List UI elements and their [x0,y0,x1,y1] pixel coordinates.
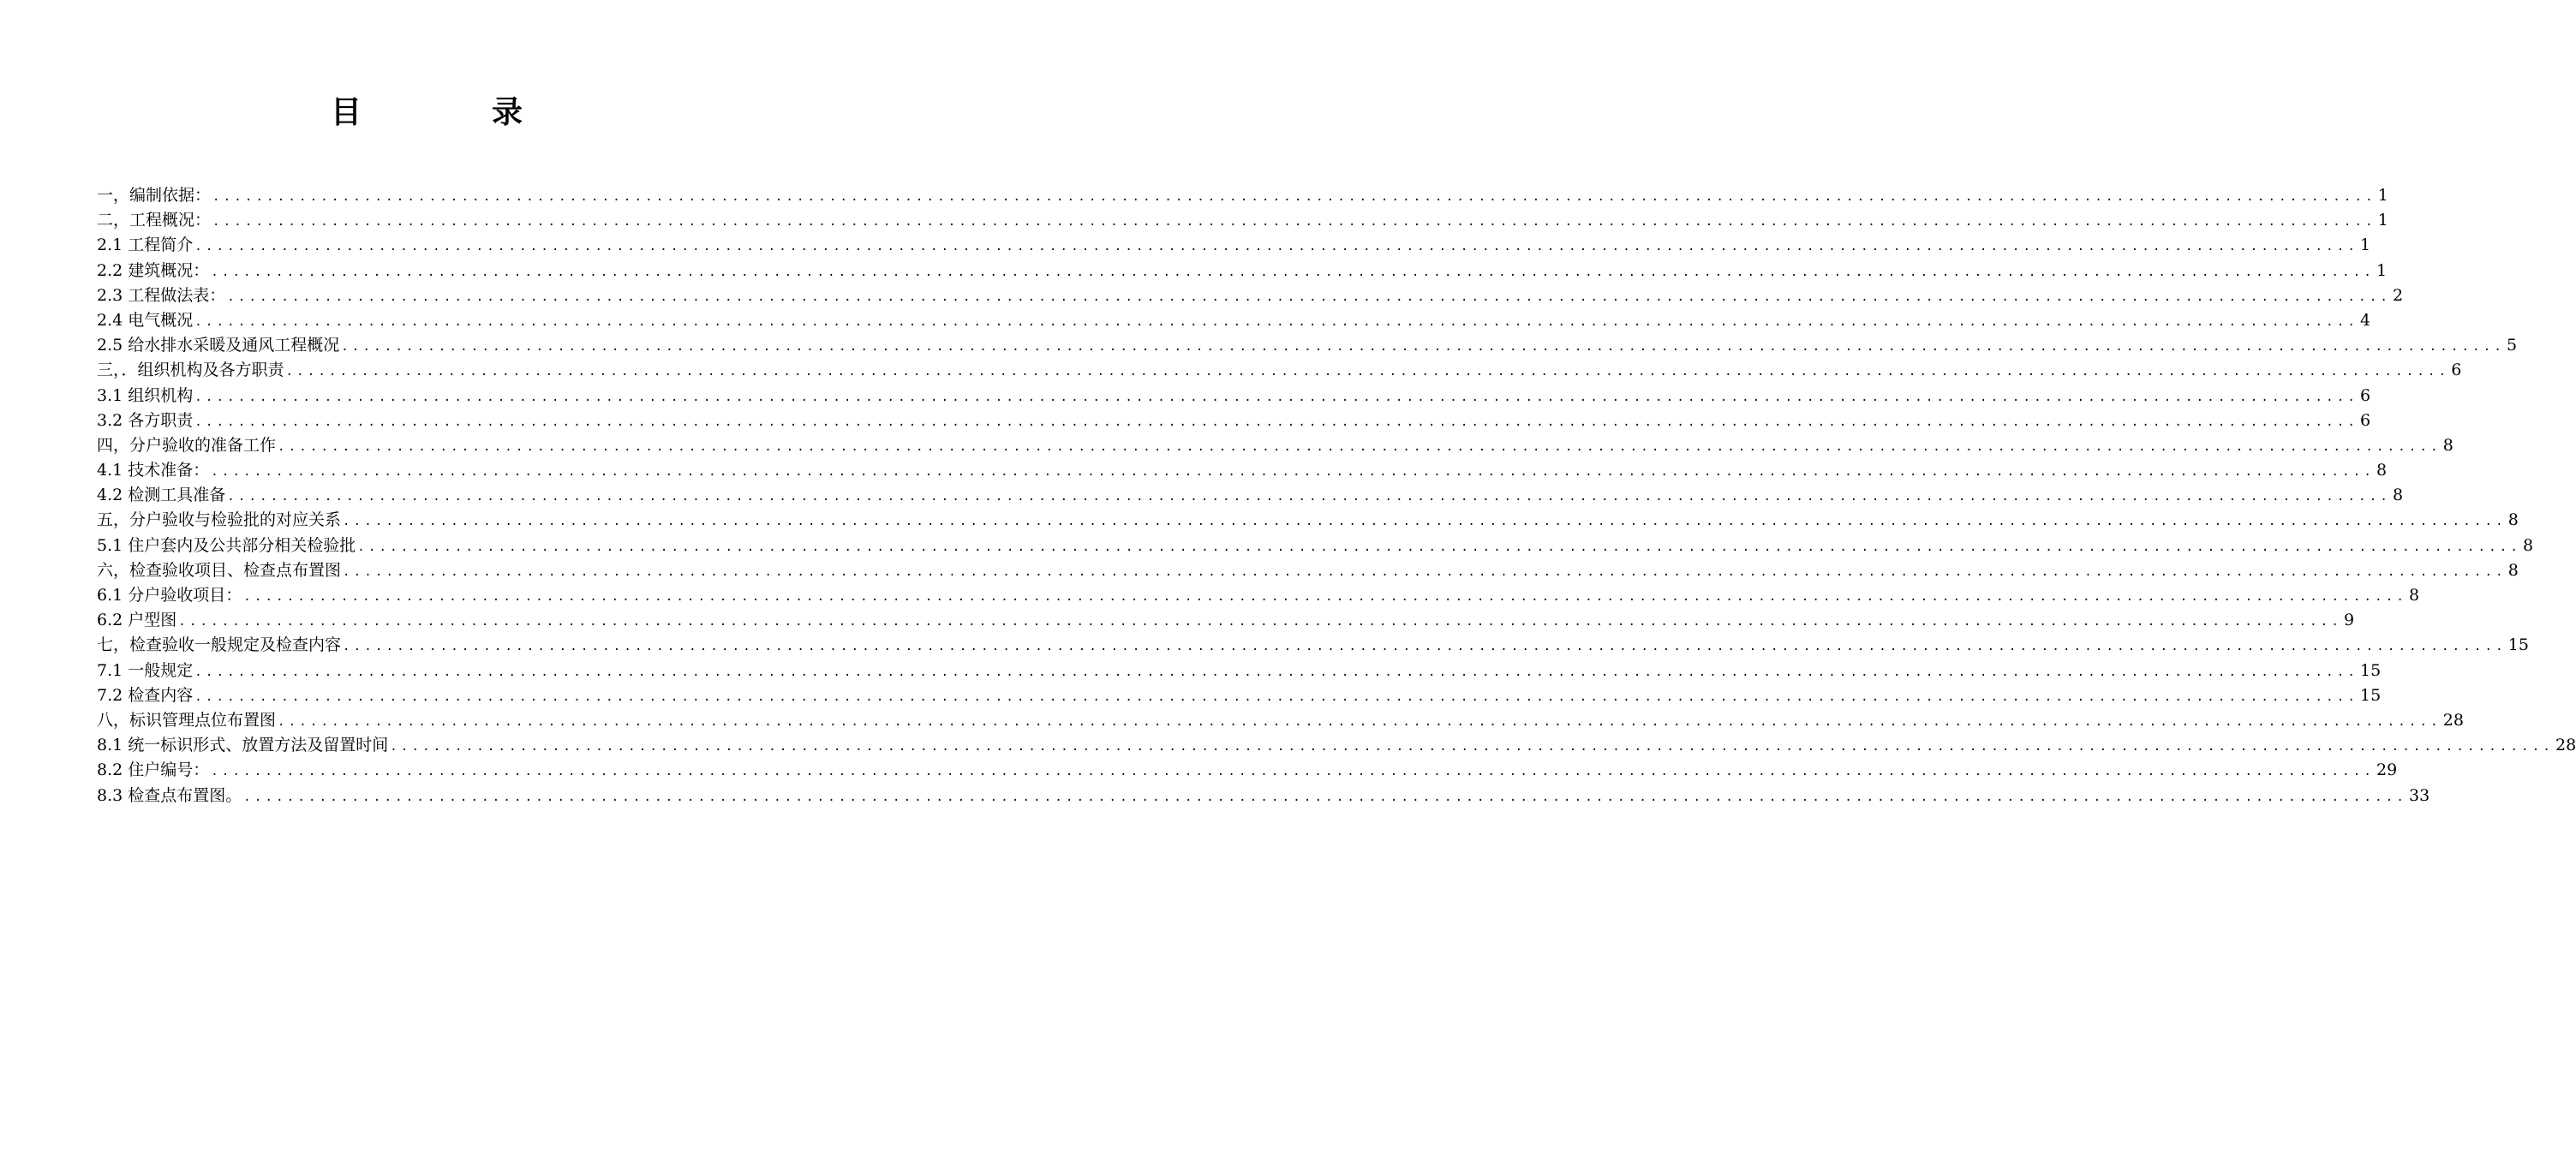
toc-entry-label: 2.2 建筑概况： [97,260,210,280]
toc-leader-dots: ........................................................................................................................................................................................................ [278,714,2442,729]
toc-entry-page-number: 8 [2376,461,2388,480]
toc-entry-page-number: 6 [2360,410,2371,430]
toc-leader-dots: ........................................................................................................................................................................................................ [194,314,2359,329]
toc-entry[interactable] [97,208,2388,233]
toc-entry-label: 4.2 检测工具准备 [97,486,226,505]
toc-entry[interactable] [97,183,2388,208]
toc-entry[interactable] [97,633,2529,658]
toc-entry-label: 4.1 技术准备： [97,461,210,480]
toc-entry[interactable] [97,308,2371,333]
toc-leader-dots: ........................................................................................................................................................................................................ [211,465,2376,480]
page-title [0,94,814,137]
toc-entry[interactable] [97,259,2388,283]
toc-entry-label: 7.2 检查内容 [97,685,194,705]
toc-entry-page-number: 6 [2451,361,2462,380]
toc-entry-label: 四，分户验收的准备工作 [97,435,277,455]
toc-entry-page-number: 15 [2507,635,2529,655]
toc-leader-dots: ........................................................................................................................................................................................................ [243,590,2408,604]
toc-entry-label: 三，．组织机构及各方职责 [97,361,284,380]
toc-entry-page-number: 33 [2409,785,2430,805]
toc-leader-dots: ........................................................................................................................................................................................................ [194,390,2359,404]
toc-entry-page-number: 8 [2442,435,2453,455]
toc-leader-dots: ........................................................................................................................................................................................................ [343,564,2507,579]
toc-entry-label: 五，分户验收与检验批的对应关系 [97,510,342,530]
toc-leader-dots: ........................................................................................................................................................................................................ [390,740,2555,754]
toc-entry[interactable] [97,608,2355,633]
toc-entry-page-number: 4 [2360,310,2371,330]
toc-entry-page-number: 8 [2409,586,2420,605]
toc-entry[interactable] [97,583,2420,608]
toc-entry-label: 2.4 电气概况 [97,310,194,330]
toc-entry-label: 8.3 检查点布置图。 [97,785,242,805]
toc-entry-label: 3.1 组织机构 [97,385,194,405]
toc-leader-dots: ........................................................................................................................................................................................................ [211,265,2376,279]
toc-entry-page-number: 15 [2360,685,2382,705]
toc-entry-label: 6.2 户型图 [97,611,177,630]
toc-leader-dots: ........................................................................................................................................................................................................ [211,765,2376,779]
toc-entry-label: 8.2 住户编号： [97,760,210,780]
toc-entry-page-number: 5 [2507,336,2518,355]
toc-leader-dots: ........................................................................................................................................................................................................ [194,240,2359,254]
toc-entry-label: 8.1 统一标识形式、放置方法及留置时间 [97,736,389,755]
title-char-2: 录 [492,95,523,130]
toc-entry-page-number: 8 [2523,535,2534,555]
toc-leader-dots: ........................................................................................................................................................................................................ [212,215,2376,230]
toc-entry-page-number: 1 [2377,186,2388,205]
toc-entry-page-number: 1 [2376,260,2388,280]
toc-entry-label: 一，编制依据： [97,186,212,205]
toc-entry[interactable] [97,659,2382,683]
toc-entry[interactable] [97,708,2464,733]
toc-entry[interactable] [97,508,2519,533]
toc-leader-dots: ........................................................................................................................................................................................................ [341,340,2506,355]
toc-entry[interactable] [97,458,2388,483]
toc-entry-label: 2.1 工程简介 [97,236,194,255]
toc-leader-dots: ........................................................................................................................................................................................................ [343,515,2507,529]
table-of-contents [97,183,2576,808]
toc-entry[interactable] [97,409,2371,433]
toc-leader-dots: ........................................................................................................................................................................................................ [194,689,2359,704]
toc-leader-dots: ........................................................................................................................................................................................................ [227,289,2392,304]
toc-entry-page-number: 9 [2344,611,2355,630]
toc-entry[interactable] [97,333,2518,358]
toc-entry[interactable] [97,534,2534,558]
toc-entry[interactable] [97,758,2398,783]
toc-entry[interactable] [97,683,2382,708]
toc-leader-dots: ........................................................................................................................................................................................................ [285,365,2450,379]
toc-entry-label: 2.3 工程做法表： [97,285,226,305]
toc-leader-dots: ........................................................................................................................................................................................................ [243,790,2408,804]
toc-entry[interactable] [97,233,2371,258]
toc-entry-page-number: 1 [2360,236,2371,255]
toc-entry-label: 6.1 分户验收项目： [97,586,242,605]
toc-entry-page-number: 8 [2393,486,2404,505]
toc-entry[interactable] [97,733,2576,758]
toc-entry[interactable] [97,558,2519,583]
toc-entry[interactable] [97,384,2371,409]
toc-leader-dots: ........................................................................................................................................................................................................ [227,490,2392,504]
toc-leader-dots: ........................................................................................................................................................................................................ [278,439,2442,454]
toc-entry-page-number: 28 [2442,710,2464,730]
title-char-1: 目 [331,95,362,130]
toc-entry-page-number: 28 [2555,736,2576,755]
toc-entry-label: 八，标识管理点位布置图 [97,710,277,730]
toc-entry-label: 7.1 一般规定 [97,660,194,680]
toc-entry-page-number: 8 [2507,560,2519,580]
toc-entry-label: 六，检查验收项目、检查点布置图 [97,560,342,580]
toc-entry-page-number: 6 [2360,385,2371,405]
toc-entry[interactable] [97,433,2453,458]
toc-leader-dots: ........................................................................................................................................................................................................ [194,665,2359,679]
toc-entry-label: 3.2 各方职责 [97,410,194,430]
toc-entry[interactable] [97,358,2462,383]
toc-entry[interactable] [97,784,2430,808]
toc-leader-dots: ........................................................................................................................................................................................................ [178,615,2343,629]
toc-entry-page-number: 8 [2507,510,2519,530]
toc-entry-label: 二，工程概况： [97,211,212,230]
toc-entry-page-number: 15 [2360,660,2382,680]
toc-leader-dots: ........................................................................................................................................................................................................ [343,640,2507,654]
toc-entry-page-number: 29 [2376,760,2398,780]
toc-leader-dots: ........................................................................................................................................................................................................ [357,540,2522,554]
toc-leader-dots: ........................................................................................................................................................................................................ [212,190,2376,204]
toc-entry-page-number: 1 [2377,211,2388,230]
toc-entry-label: 七，检查验收一般规定及检查内容 [97,635,342,655]
toc-entry-page-number: 2 [2393,285,2404,305]
toc-entry[interactable] [97,483,2404,508]
toc-entry-label: 5.1 住户套内及公共部分相关检验批 [97,535,356,555]
toc-entry[interactable] [97,283,2404,308]
toc-entry-label: 2.5 给水排水采暖及通风工程概况 [97,336,340,355]
toc-leader-dots: ........................................................................................................................................................................................................ [194,414,2359,429]
